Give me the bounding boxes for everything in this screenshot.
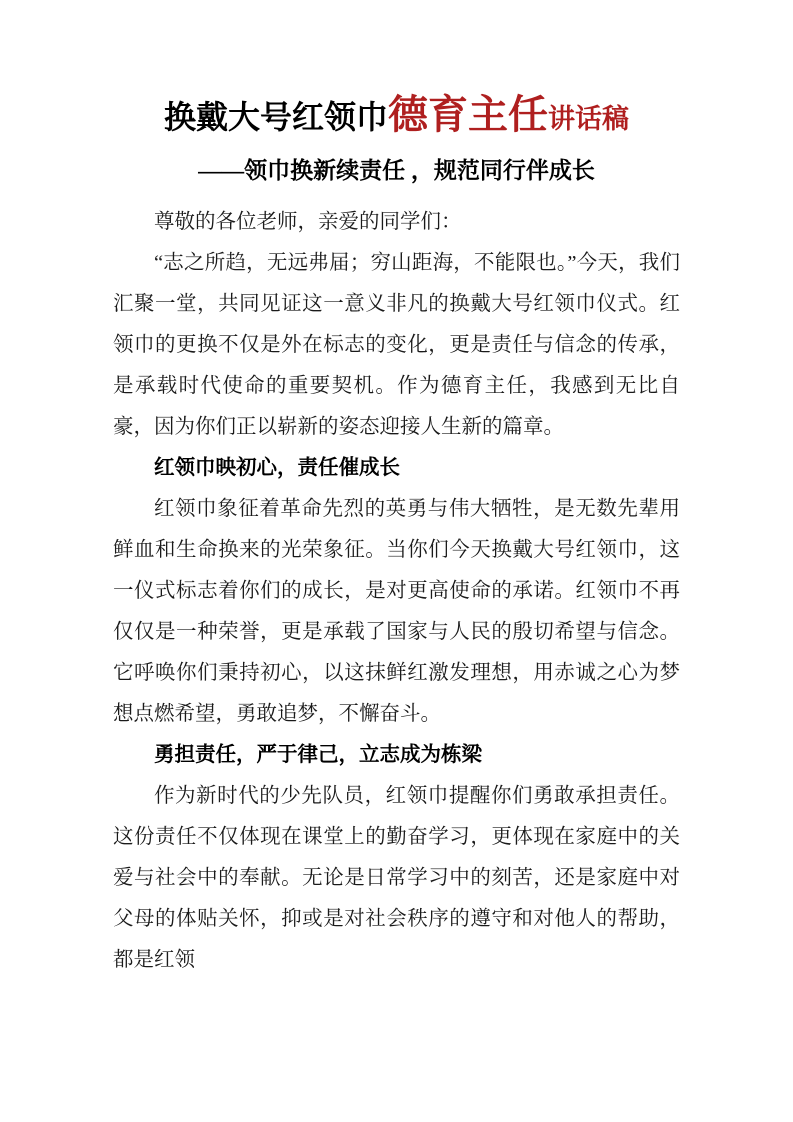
title-segment-red-large: 德育主任 xyxy=(388,92,548,137)
page-subtitle: ——领巾换新续责任 ，规范同行伴成长 xyxy=(198,158,595,183)
salutation: 尊敬的各位老师，亲爱的同学们： xyxy=(154,210,462,233)
document-body xyxy=(113,186,680,981)
section-heading-1: 红领巾映初心，责任催成长 xyxy=(154,456,400,479)
body-paragraph-3: 作为新时代的少先队员，红领巾提醒你们勇敢承担责任。这份责任不仅体现在课堂上的勤奋学习，更体现在家庭中的关爱与社会中的奉献。无论是日常学习中的刻苦，还是家庭中对父母的体贴关怀，抑或是对社会秩序的遵守和对他人的帮助，都是红领 xyxy=(113,784,680,971)
title-segment-red-small: 讲话稿 xyxy=(548,104,629,134)
body-paragraph-2: 红领巾象征着革命先烈的英勇与伟大牺牲，是无数先辈用鲜血和生命换来的光荣象征。当你们今天换戴大号红领巾，这一仪式标志着你们的成长，是对更高使命的承诺。红领巾不再仅仅是一种荣誉，更是承载了国家与人民的殷切希望与信念。它呼唤你们秉持初心，以这抹鲜红激发理想，用赤诚之心为梦想点燃希望，勇敢追梦，不懈奋斗。 xyxy=(113,497,680,725)
document-content xyxy=(113,0,680,981)
body-paragraph-1: “志之所趋，无远弗届；穷山距海，不能限也。”今天，我们汇聚一堂，共同见证这一意义非凡的换戴大号红领巾仪式。红领巾的更换不仅是外在标志的变化，更是责任与信念的传承，是承载时代使命的重要契机。作为德育主任，我感到无比自豪，因为你们正以崭新的姿态迎接人生新的篇章。 xyxy=(113,251,680,438)
page-title xyxy=(113,0,680,138)
title-segment-black: 换戴大号红领巾 xyxy=(163,99,388,135)
section-heading-2: 勇担责任，严于律己，立志成为栋梁 xyxy=(154,743,482,766)
